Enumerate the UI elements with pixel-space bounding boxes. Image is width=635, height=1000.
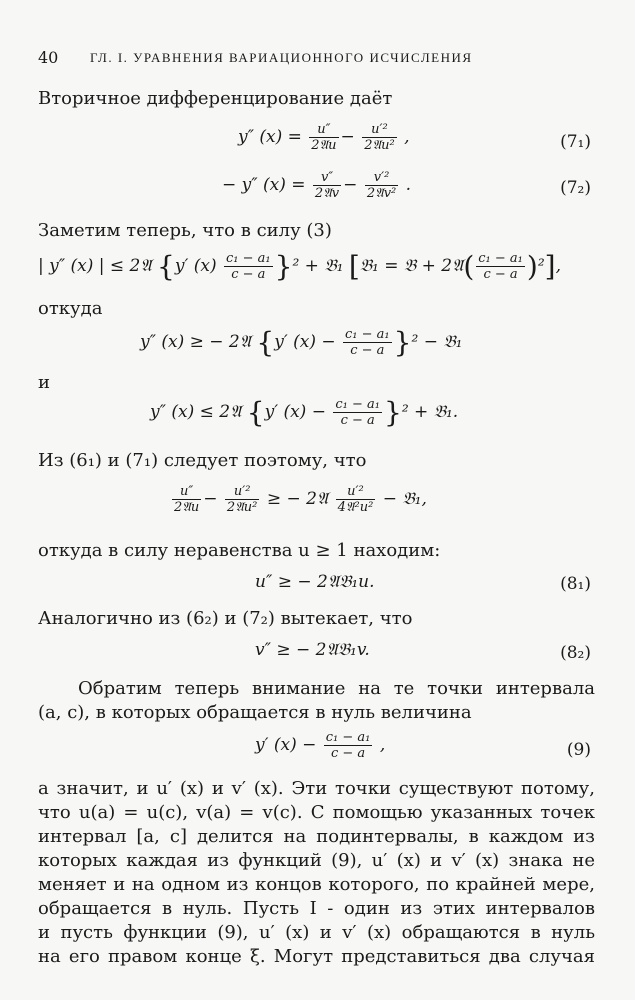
equation-label: (7₁) (560, 132, 591, 152)
inequality-combined: $\frac{u''}{\text{2𝔄u}}$ − $\frac{\text{u′²}}{\text{2𝔄u²}}$ ≥ − 2𝔄 $\frac{\text{u′²}}{\text{4𝔄²u²}}$ − 𝔅₁, (174, 484, 427, 515)
fraction: $\frac{\text{c₁ − a₁}}{c - a}$ (478, 251, 523, 282)
fraction: $\frac{\text{u′²}}{\text{4𝔄²u²}}$ (337, 484, 374, 515)
equation-label: (9) (566, 740, 591, 760)
paragraph-line: интервал [a, c] делится на подинтервалы, в каждом из (38, 826, 595, 847)
fraction: $\frac{\text{c₁ − a₁}}{c - a}$ (325, 730, 371, 761)
page-number: 40 (38, 48, 59, 67)
fraction: $\frac{\text{c₁ − a₁}}{c - a}$ (345, 327, 390, 358)
equation-7-1: y″ (x) = $\frac{u''}{\text{2𝔄u}}$ − $\frac{\text{u′²}}{\text{2𝔄u²}}$ , (238, 122, 410, 153)
fraction: $\frac{v''}{\text{2𝔄v}}$ (314, 170, 340, 201)
equation-label: (8₂) (560, 643, 591, 663)
paragraph-line: на его правом конце ξ. Могут представиться два случая (38, 946, 595, 967)
fraction: $\frac{u''}{\text{2𝔄u}}$ (311, 122, 337, 153)
page-header (38, 48, 598, 72)
fraction: $\frac{\text{c₁ − a₁}}{c - a}$ (226, 251, 271, 282)
equation-8-1: u″ ≥ − 2𝔄𝔅₁u. (255, 572, 375, 592)
paragraph-line: и пусть функции (9), u′ (x) и v′ (x) обращаются в нуль (38, 922, 595, 943)
running-head: ГЛ. I. УРАВНЕНИЯ ВАРИАЦИОННОГО ИСЧИСЛЕНИЯ (90, 50, 473, 65)
paragraph-line: Обратим теперь внимание на те точки интервала (78, 678, 595, 699)
inequality-upper: y″ (x) ≤ 2𝔄 {y′ (x) − $\frac{\text{c₁ − a₁}}{c - a}$ }² + 𝔅₁. (150, 396, 459, 429)
equation-7-2: − y″ (x) = $\frac{v''}{\text{2𝔄v}}$ − $\frac{\text{v′²}}{\text{2𝔄v²}}$ . (222, 170, 412, 201)
paragraph-line: которых каждая из функций (9), u′ (x) и v′ (x) знака не (38, 850, 595, 871)
paragraph-line: обращается в нуль. Пусть I - один из этих интервалов (38, 898, 595, 919)
fraction: $\frac{\text{u′²}}{\text{2𝔄u²}}$ (364, 122, 395, 153)
paragraph-line: что u(a) = u(c), v(a) = v(c). С помощью указанных точек (38, 802, 595, 823)
paragraph-line: (a, c), в которых обращается в нуль величина (38, 702, 472, 723)
inequality-lower: y″ (x) ≥ − 2𝔄 {y′ (x) − $\frac{\text{c₁ − a₁}}{c - a}$ }² − 𝔅₁ (140, 326, 463, 359)
paragraph-line: и (38, 372, 50, 393)
paragraph-line: Из (6₁) и (7₁) следует поэтому, что (38, 450, 367, 471)
equation-label: (8₁) (560, 574, 591, 594)
paragraph-line: Заметим теперь, что в силу (3) (38, 220, 332, 241)
equation-lhs: − y″ (x) = (222, 175, 306, 195)
paragraph-line: Вторичное дифференцирование даёт (38, 88, 393, 109)
paragraph-line: Аналогично из (6₂) и (7₂) вытекает, что (38, 608, 413, 629)
fraction: $\frac{u''}{\text{2𝔄u}}$ (174, 484, 200, 515)
paragraph-line: а значит, и u′ (x) и v′ (x). Эти точки существуют потому, (38, 778, 595, 799)
paragraph-line: меняет и на одном из концов которого, по крайней мере, (38, 874, 595, 895)
equation-9: y′ (x) − $\frac{\text{c₁ − a₁}}{c - a}$ , (255, 730, 386, 761)
equation-8-2: v″ ≥ − 2𝔄𝔅₁v. (255, 640, 370, 660)
inequality-bound: | y″ (x) | ≤ 2𝔄 {y′ (x) $\frac{\text{c₁ − a₁}}{c - a}$ }² + 𝔅₁ [𝔅₁ = 𝔅 + 2𝔄( $\frac{\text{c₁ − a₁}}{c - a}$ )²], (38, 250, 561, 283)
equation-label: (7₂) (560, 178, 591, 198)
fraction: $\frac{\text{c₁ − a₁}}{c - a}$ (335, 397, 380, 428)
paragraph-line: откуда (38, 298, 103, 319)
equation-lhs: y″ (x) = (238, 127, 302, 147)
fraction: $\frac{\text{u′²}}{\text{2𝔄u²}}$ (226, 484, 258, 515)
fraction: $\frac{\text{v′²}}{\text{2𝔄v²}}$ (366, 170, 397, 201)
paragraph-line: откуда в силу неравенства u ≥ 1 находим: (38, 540, 441, 561)
